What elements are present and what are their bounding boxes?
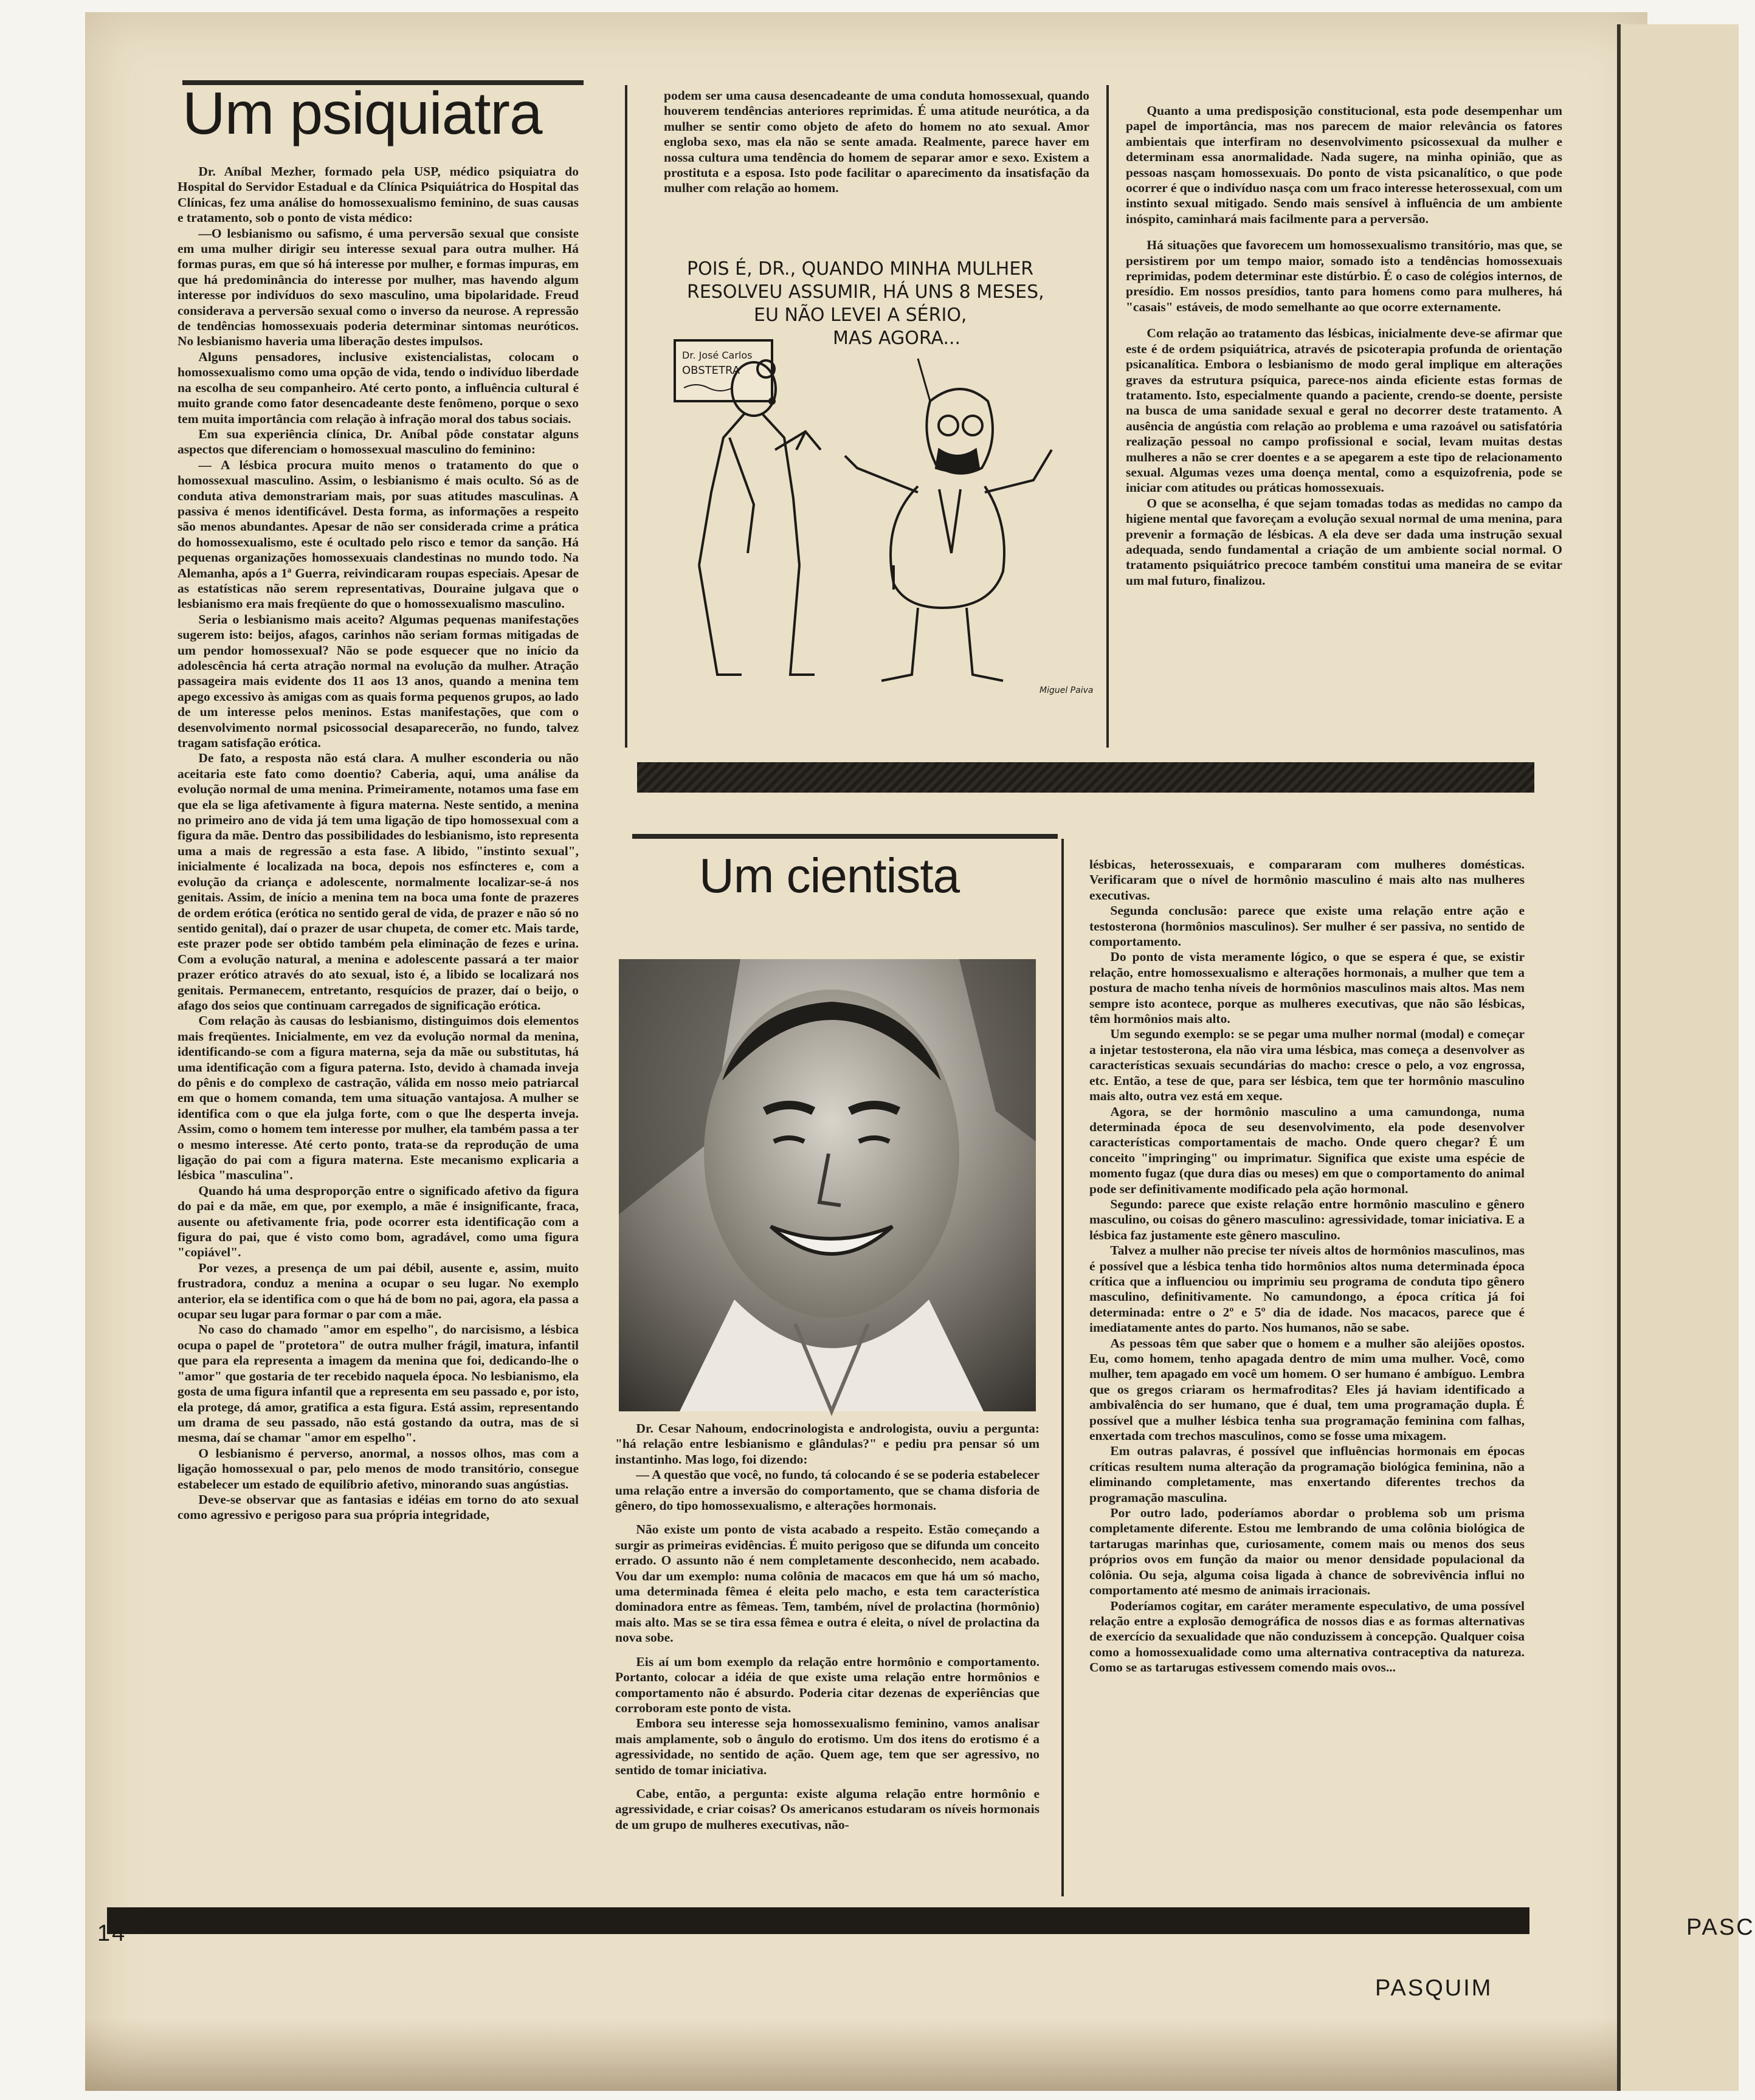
paragraph: Não existe um ponto de vista acabado a respeito. Estão começando a surgir as primeiras evidências. É muito perigoso que se difunda um conceito errado. O assunto não é nem completamente desconhecido, nem acabado. Vou dar um exemplo: numa colônia de macacos em que há um só macho, uma determinada fêmea é eleita pelo macho, e esta tem característica dominadora entre as fêmeas. Tem, também, nível de prolactina (hormônio) mais alto. Mas se se tira essa fêmea e outra é eleita, o nível de prolactina da nova sobe. — [615, 1522, 1040, 1645]
paragraph: Poderíamos cogitar, em caráter meramente especulativo, de uma possível relação entre a explosão demográfica de nossos dias e as formas alternativas de exercício da sexualidade que não conduzissem à concepção. Qualquer coisa como a homossexualidade como uma alternativa contraceptiva da natureza. Como se as tartarugas estivessem comendo mais ovos... — [1089, 1598, 1525, 1675]
paragraph: Do ponto de vista meramente lógico, o que se espera é que, se existir relação, entre homossexualismo e alterações hormonais, a mulher que tem a postura de macho tenha níveis de hormônios masculinos mais altos. Mas nem sempre isto acontece, porque as mulheres executivas, que não são lésbicas, têm hormônios mais alto. — [1089, 949, 1525, 1027]
paragraph: Alguns pensadores, inclusive existencialistas, colocam o homossexualismo como uma opção de vida, tendo o indivíduo liberdade na escolha de seu companheiro. Até certo ponto, a influência cultural é muito grande como fator desencadeante deste fenômeno, porque o sexo tem muita importância com relação à infração moral dos tabus sociais. — [178, 349, 579, 426]
cartoon-speech-line: POIS É, DR., QUANDO MINHA MULHER — [687, 258, 1034, 280]
paragraph: Um segundo exemplo: se se pegar uma mulher normal (modal) e começar a injetar testosterona, ela não vira uma lésbica, mas começa a desenvolver as características sexuais secundárias do macho: cresce o pelo, a voz engrossa, etc. Então, a tese de que, para ser lésbica, tem que ter hormônio masculino mais alto, outra vez está em xeque. — [1089, 1027, 1525, 1104]
paragraph: — A questão que você, no fundo, tá colocando é se se poderia estabelecer uma relação entre a inversão do comportamento, que se chama disforia de gênero, do tipo homossexualismo, e alterações hormonais. — [615, 1467, 1040, 1513]
doctor-figure — [699, 360, 821, 675]
paragraph: Com relação ao tratamento das lésbicas, inicialmente deve-se afirmar que este é de ordem psiquiátrica, através de psicoterapia profunda de orientação psicanalítica. Embora o lesbianismo de modo geral implique em alterações graves da estrutura psíquica, parece-nos ainda eficiente estas formas de tratamento. Isto, especialmente quando a paciente, crendo-se doente, persiste na busca de uma sanidade sexual e geral no decorrer deste tratamento. A ausência de angústia com relação ao problema e uma razoável ou satisfatória realização pessoal no campo profissional e social, levam muitas destas mulheres a não se crer doentes e a se apegarem a este tipo de relacionamento sexual. Algumas vezes uma doença mental, como a esquizofrenia, pode se iniciar com atitudes ou práticas homossexuais. — [1126, 326, 1562, 495]
paragraph: Eis aí um bom exemplo da relação entre hormônio e comportamento. Portanto, colocar a idéia de que existe uma relação entre hormônios e comportamento não é absurdo. Poderia citar dezenas de experiências que corroboram este ponto de vista. — [615, 1654, 1040, 1715]
paragraph: Quando há uma desproporção entre o significado afetivo da figura do pai e da mãe, em que, por exemplo, a mãe é insignificante, fraca, ausente ou afetivamente fria, pode ocorrer esta identificação com a figura do pai, que é visto como bom, agradável, como uma figura "copiável". — [178, 1183, 579, 1260]
speech-pointer — [918, 359, 930, 401]
paragraph: O lesbianismo é perverso, anormal, a nossos olhos, mas com a ligação homossexual o par, pelo menos de modo transitório, consegue estabelecer um estado de equilíbrio afetivo, minorando suas angústias. — [178, 1445, 579, 1492]
article1-title: Um psiquiatra — [182, 80, 542, 146]
paragraph: Deve-se observar que as fantasias e idéias em torno do ato sexual como agressivo e perigoso para sua própria integridade, — [178, 1492, 579, 1523]
page-number: 14 — [97, 1921, 127, 1946]
cartoon-speech-line: RESOLVEU ASSUMIR, HÁ UNS 8 MESES, — [687, 281, 1044, 303]
sign-title: OBSTETRA — [682, 364, 740, 377]
paragraph: Segunda conclusão: parece que existe uma relação entre ação e testosterona (hormônios masculinos). Ser mulher é ser passiva, no sentido de comportamento. — [1089, 903, 1525, 949]
column-divider — [625, 85, 627, 748]
paragraph: —O lesbianismo ou safismo, é uma perversão sexual que consiste em uma mulher dirigir seu interesse sexual para outra mulher. Há formas puras, em que só há interesse por mulher, e formas impuras, em que há predominância do interesse por mulher, mas havendo algum interesse por indivíduos do sexo masculino, uma bipolaridade. Freud considerava a perversão sexual como o inverso da neurose. A repressão de tendências homossexuais poderia determinar sintomas neuróticos. No lesbianismo haveria uma liberação destes impulsos. — [178, 225, 579, 349]
paragraph: Quanto a uma predisposição constitucional, esta pode desempenhar um papel de importância, mas nos parecem de maior relevância os fatores ambientais que interfiram no desenvolvimento psicossexual da mulher e determinam essa anormalidade. Nada sugere, na minha opinião, que as pessoas nasçam homossexuais. Do ponto de vista psicanalítico, o que pode ocorrer é que o indivíduo nasça com um fraco interesse heterossexual, com um instinto sexual mitigado. Sendo mais sensível à influência de um ambiente inóspito, caminhará mais facilmente para a perversão. — [1126, 103, 1562, 226]
paragraph: Por outro lado, poderíamos abordar o problema sob um prisma completamente diferente. Estou me lembrando de uma colônia biológica de tartarugas marinhas que, curiosamente, comem mais ou menos dos seus próprios ovos em função da maior ou menor densidade populacional da colônia. Ou seja, alguma coisa ligada à chance de sobrevivência influi no comportamento até mesmo de animais irracionais. — [1089, 1506, 1525, 1598]
paragraph: Com relação às causas do lesbianismo, distinguimos dois elementos mais freqüentes. Inicialmente, em vez da evolução normal da menina, identificando-se com a figura materna, seja da mãe ou substitutas, há uma identificação com a figura paterna. Isto, devido à chamada inveja do pênis e do complexo de castração, válida em nosso meio patriarcal em que o homem comanda, tem uma situação vantajosa. A mulher se identifica com o que ela julga forte, com o que lhe desperta inveja. Assim, como o homem tem interesse por mulher, ela também passa a ter o mesmo interesse. Até certo ponto, trata-se da reprodução de uma ligação do pai com a figura materna. Este mecanismo explicaria a lésbica "masculina". — [178, 1013, 579, 1183]
article1-column-3 — [1126, 103, 1562, 754]
article2-column-1 — [615, 1421, 1040, 1901]
headline-rule — [632, 834, 1058, 839]
paragraph: Agora, se der hormônio masculino a uma camundonga, numa determinada época de seu desenvolvimento, ela pode desenvolver características comportamentais de macho. Onde quero chegar? É um conceito "impringing" ou imprimatur. Significa que existe uma espécie de momento fugaz (que dura dias ou meses) em que o comportamento do animal pode ser definitivamente modificado pela ação hormonal. — [1089, 1104, 1525, 1196]
paragraph: Dr. Aníbal Mezher, formado pela USP, médico psiquiatra do Hospital do Servidor Estadual e da Clínica Psiquiátrica do Hospital das Clínicas, fez uma análise do homossexualismo feminino, de suas causas e tratamento, sob o ponto de vista médico: — [178, 164, 579, 225]
sign-name: Dr. José Carlos — [682, 349, 753, 361]
paragraph: Talvez a mulher não precise ter níveis altos de hormônios masculinos, mas é possível que a lésbica tenha tido hormônios altos numa determinada época crítica que a influenciou ou imprimiu seu programa de conduta tipo gênero masculino, definitivamente. No camundongo, a época crítica já foi determinada: entre o 2º e 5º dia de idade. Nos macacos, parece que é imediatamente antes do parto. Nos humanos, não se sabe. — [1089, 1243, 1525, 1335]
footer-rule — [107, 1907, 1529, 1934]
column-divider — [1106, 85, 1109, 748]
paragraph: Dr. Cesar Nahoum, endocrinologista e andrologista, ouviu a pergunta: "há relação entre lesbianismo e glândulas?" e pediu pra pensar só um instantinho. Mas logo, foi dizendo: — [615, 1421, 1040, 1467]
cartoon-speech-line: MAS AGORA... — [833, 328, 961, 349]
paragraph: Em sua experiência clínica, Dr. Aníbal pôde constatar alguns aspectos que diferenciam o homossexual masculino do feminino: — [178, 426, 579, 457]
paragraph: Segundo: parece que existe relação entre hormônio masculino e gênero masculino, ou coisas do gênero masculino: agressividade, tomar iniciativa. E a lésbica faz justamente este gênero masculino. — [1089, 1196, 1525, 1242]
portrait-photo — [619, 959, 1036, 1411]
paragraph: podem ser uma causa desencadeante de uma conduta homossexual, quando houverem tendências anteriores reprimidas. É uma atitude neurótica, a da mulher se sentir como objeto de afeto do homem no ato sexual. Amor engloba sexo, mas ela não se sente amada. Realmente, parece haver em nossa cultura uma tendência do homem de separar amor e sexo. Existem a prostituta e a esposa. Isto pode facilitar o aparecimento da insatisfação da mulher com relação ao homem. — [664, 88, 1089, 196]
paragraph: Cabe, então, a pergunta: existe alguma relação entre hormônio e agressividade, e criar coisas? Os americanos estudaram os níveis hormonais de um grupo de mulheres executivas, não- — [615, 1786, 1040, 1832]
section-divider — [637, 762, 1534, 793]
paragraph: De fato, a resposta não está clara. A mulher esconderia ou não aceitaria este fato como doentio? Caberia, aqui, uma análise da evolução normal de uma menina. Primeiramente, notamos uma fase em que ela se liga afetivamente à figura materna. Neste sentido, a menina no primeiro ano de vida já tem uma ligação de tipo homossexual com a figura da mãe. Dentro das possibilidades do lesbianismo, isto representa uma a mais de regressão a esta fase. A libido, "instinto sexual", inicialmente é localizada na boca, depois nos esfíncteres e, com a evolução da criança e adolescente, normalmente localizar-se-á nos genitais. Assim, de início a menina tem na boca uma fonte de prazeres de ordem erótica (erótica no sentido geral de vida, de prazer e não só no sentido genital), daí o prazer de usar chupeta, de comer etc. Mais tarde, este prazer pode ser obtido também pela eliminação de fezes e urina. Com a evolução natural, a menina e adolescente passará a ter maior prazer erótico através do ato sexual, isto é, a libido se localizará nos genitais. Permanecem, entretanto, resquícios de prazer, daí o beijo, o afago dos seios que continuam carregados de significação erótica. — [178, 751, 579, 1013]
paragraph: Em outras palavras, é possível que influências hormonais em épocas críticas resultem numa alteração da programação biológica feminina, não a eliminando completamente, mas enxertando diferentes trechos da programação masculina. — [1089, 1444, 1525, 1505]
paragraph: Seria o lesbianismo mais aceito? Algumas pequenas manifestações sugerem isto: beijos, afagos, carinhos não seriam formas mitigadas de um pendor homossexual? Não se pode esquecer que no início da adolescência há certa atração normal na evolução da mulher. Atração passageira mais evidente dos 11 aos 13 anos, quando a menina tem apego excessivo às amigas com as quais forma pequenos grupos, ao lado de um interesse pelos meninos. Estas manifestações, que com o desenvolvimento normal psicossocial desaparecerão, no fundo, talvez tragam satisfação erótica. — [178, 611, 579, 751]
paragraph: O que se aconselha, é que sejam tomadas todas as medidas no campo da higiene mental que favoreçam a evolução sexual normal de uma menina, para prevenir a formação de lésbicas. A ela deve ser dada uma instrução sexual adequada, sendo fundamental a criação de um ambiente social normal. O tratamento psiquiátrico precoce também constitui uma maneira de se evitar um mal futuro, finalizou. — [1126, 495, 1562, 588]
paragraph: Embora seu interesse seja homossexualismo feminino, vamos analisar mais amplamente, sob o ângulo do erotismo. Um dos itens do erotismo é a agressividade, no sentido de ação. Quem age, tem que ser agressivo, no sentido de tomar iniciativa. — [615, 1716, 1040, 1777]
paragraph: No caso do chamado "amor em espelho", do narcisismo, a lésbica ocupa o papel de "protetora" de outra mulher frágil, imatura, infantil que para ela representa a imagem da menina que foi, dedicando-lhe o "amor" que gostaria de ter recebido naquela época. No lesbianismo, ela gosta de uma figura infantil que a representa em seu passado e, por isto, ela protege, dá amor, gratifica a esta figura. Está assim, representando um drama de seu passado, não está gostando da outra, mas de si mesma, daí se chamar "amor em espelho". — [178, 1322, 579, 1445]
article1-column-1 — [178, 164, 579, 1866]
facing-page-masthead: PASC — [1686, 1915, 1755, 1940]
paragraph: Há situações que favorecem um homossexualismo transitório, mas que, se persistirem por um tempo maior, somado isto a tendências homossexuais reprimidas, podem determinar este distúrbio. É o caso de colégios internos, de presídio. Em nossos presídios, tanto para homens como para mulheres, há "casais" estáveis, de modo semelhante ao que ocorre externamente. — [1126, 238, 1562, 314]
article1-column-2 — [664, 88, 1089, 237]
article2-title: Um cientista — [699, 849, 960, 903]
paragraph: lésbicas, heterossexuais, e compararam com mulheres domésticas. Verificaram que o nível de hormônio masculino é mais alto nas mulheres executivas. — [1089, 857, 1525, 903]
article2-column-2 — [1089, 857, 1525, 1898]
column-divider — [1061, 839, 1064, 1896]
masthead-footer: PASQUIM — [1375, 1975, 1493, 2001]
paragraph: — A lésbica procura muito menos o tratamento do que o homossexual masculino. Assim, o lesbianismo é mais oculto. Só as de conduta ativa demonstrariam mais, por suas atitudes masculinas. A passiva é menos identificável. Desta forma, as informações a respeito são menos abundantes. Apesar de não ser considerada crime a prática do homossexualismo, este é ocultado pelo risco e temor da sanção. Há pequenas organizações homossexuais clandestinas no mundo todo. Na Alemanha, após a 1ª Guerra, reivindicaram roupas especiais. Apesar de as estatísticas não serem representativas, Douraine julgava que o lesbianismo era mais freqüente do que o homossexualismo masculino. — [178, 457, 579, 611]
cartoon-speech-line: EU NÃO LEVEI A SÉRIO, — [754, 305, 967, 326]
cartoon-illustration — [663, 249, 1094, 711]
facing-page-edge — [1617, 24, 1739, 2091]
paragraph: As pessoas têm que saber que o homem e a mulher são aleijões opostos. Eu, como homem, tenho apagada dentro de mim uma mulher. Você, como mulher, tem apagado em você um homem. O ser humano é ambíguo. Lembra que os gregos criaram os hermafroditas? Eles já haviam identificado a ambivalência do ser humano, que é dual, tem uma programação dupla. É possível que a mulher lésbica tenha sua programação feminina com falhas, enxertada com trechos masculinos, como se fosse uma mixagem. — [1089, 1335, 1525, 1444]
cartoonist-signature: Miguel Paiva — [1040, 686, 1094, 695]
husband-figure — [845, 389, 1052, 681]
paragraph: Por vezes, a presença de um pai débil, ausente e, assim, muito frustradora, conduz a menina a ocupar o seu lugar. No exemplo anterior, ela se identifica com o que há de bom no pai, agora, ela passa a ocupar seu lugar para formar o par com a mãe. — [178, 1260, 579, 1322]
